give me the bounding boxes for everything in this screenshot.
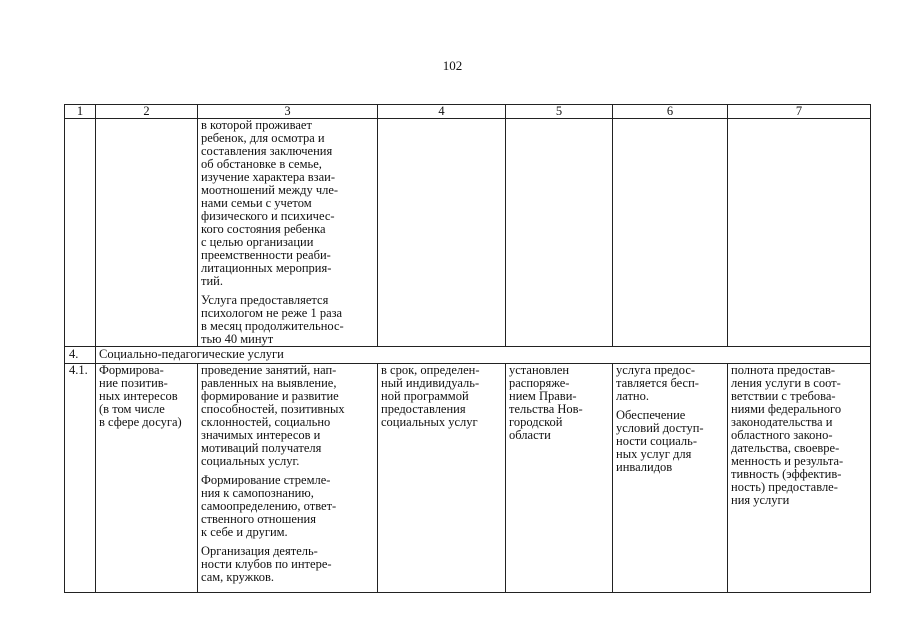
table-row-4-1 bbox=[65, 364, 871, 593]
column-header: 3 bbox=[198, 105, 378, 119]
row-number: 4.1. bbox=[65, 364, 96, 593]
table-cell bbox=[96, 119, 198, 347]
page-number: 102 bbox=[442, 58, 463, 73]
service-description-cell bbox=[198, 364, 378, 593]
table-header-row bbox=[65, 105, 871, 119]
conditions-paragraph: услуга предос- тавляется бесп- латно. bbox=[616, 363, 699, 403]
description-paragraph: Формирование стремле- ния к самопознанию, самоопределению, ответ- ственного отношения к себе и другим. bbox=[201, 473, 337, 539]
table-cell bbox=[378, 119, 506, 347]
column-header: 2 bbox=[96, 105, 198, 119]
description-paragraph: проведение занятий, нап- равленных на выявление, формирование и развитие способностей, позитивных склонностей, социально значимых интересов и мотиваций получателя социальных услуг. bbox=[201, 363, 345, 468]
table-cell bbox=[613, 119, 728, 347]
description-paragraph: Организация деятель- ности клубов по интере- сам, кружков. bbox=[201, 544, 332, 584]
services-table bbox=[64, 104, 871, 593]
section-row bbox=[65, 347, 871, 364]
column-header: 1 bbox=[65, 105, 96, 119]
quality-indicators-cell: полнота предостав- ления услуги в соот- ветствии с требова- ниями федерального законодательства и областного законо- дательства, своевре- менность и результа- тивность (эффектив- ность) предоставле- ния услуги bbox=[728, 364, 871, 593]
table-cell bbox=[65, 119, 96, 347]
service-description-cell bbox=[198, 119, 378, 347]
column-header: 6 bbox=[613, 105, 728, 119]
description-paragraph: Услуга предоставляется психологом не реже 1 раза в месяц продолжительнос- тью 40 минут bbox=[201, 293, 344, 346]
deadline-cell: в срок, определен- ный индивидуаль- ной программой предоставления социальных услуг bbox=[378, 364, 506, 593]
conditions-cell bbox=[613, 364, 728, 593]
description-paragraph: в которой проживает ребенок, для осмотра и составления заключения об обстановке в семье, изучение характера взаи- моотношений между чле- нами семьи с учетом физического и психичес- кого состояния ребенка с целью организации преемственности реаби- литационных мероприя- тий. bbox=[201, 118, 339, 288]
table-row-continuation bbox=[65, 119, 871, 347]
section-title: Социально-педагогические услуги bbox=[96, 347, 871, 364]
service-name-cell: Формирова- ние позитив- ных интересов (в том числе в сфере досуга) bbox=[96, 364, 198, 593]
tariff-cell: установлен распоряже- нием Прави- тельства Нов- городской области bbox=[506, 364, 613, 593]
conditions-paragraph: Обеспечение условий доступ- ности социаль- ных услуг для инвалидов bbox=[616, 408, 704, 474]
column-header: 7 bbox=[728, 105, 871, 119]
column-header: 4 bbox=[378, 105, 506, 119]
column-header: 5 bbox=[506, 105, 613, 119]
table-cell bbox=[728, 119, 871, 347]
table-cell bbox=[506, 119, 613, 347]
section-number: 4. bbox=[65, 347, 96, 364]
